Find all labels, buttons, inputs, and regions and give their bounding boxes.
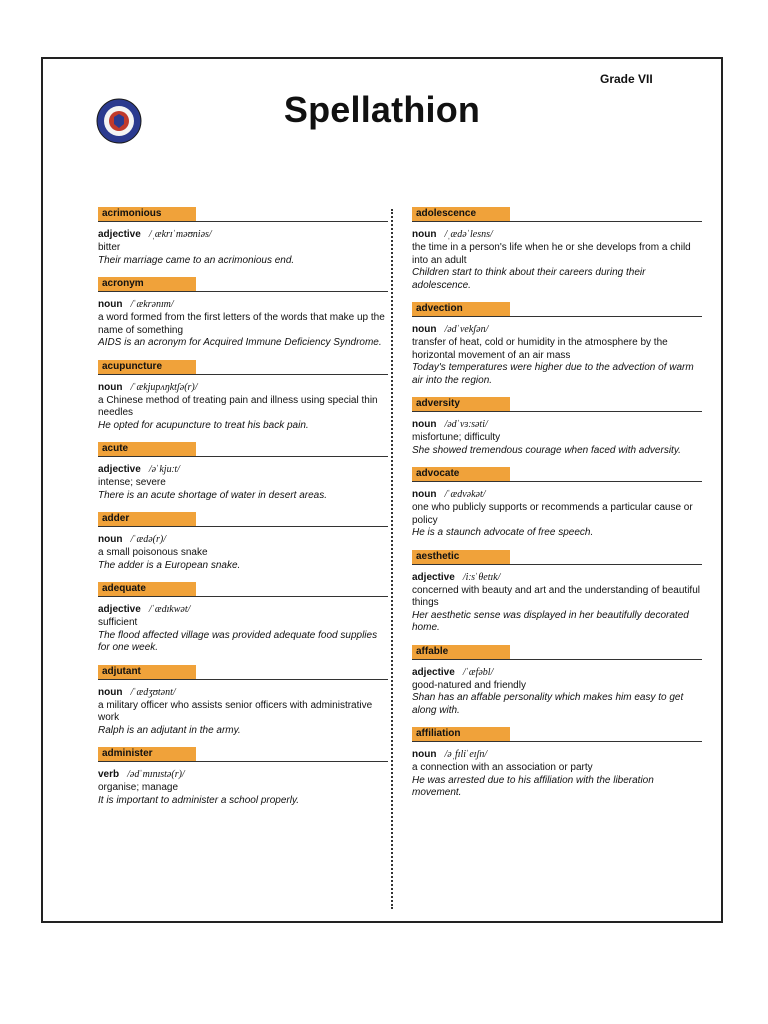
pronunciation: /ˈædɪkwət/ — [148, 604, 191, 615]
entry-word: administer — [98, 747, 196, 761]
example-sentence: Ralph is an adjutant in the army. — [98, 724, 241, 736]
example-sentence: AIDS is an acronym for Acquired Immune Deficiency Syndrome. — [98, 337, 382, 348]
pronunciation: /ˈækrənɪm/ — [130, 299, 174, 310]
left-column — [98, 207, 388, 817]
entry — [98, 512, 388, 572]
entry-word: advocate — [412, 467, 510, 481]
entry — [412, 207, 702, 292]
part-of-speech: noun — [412, 324, 437, 335]
entry-word: affiliation — [412, 727, 510, 741]
pronunciation: /ˌækrɪˈməʊniəs/ — [148, 229, 212, 240]
pronunciation: /iːsˈθetɪk/ — [462, 571, 501, 583]
definition: transfer of heat, cold or humidity in the atmosphere by the horizontal movement of an air mass — [412, 337, 668, 361]
pronunciation: /ˈædvəkət/ — [444, 489, 486, 500]
definition: intense; severe — [98, 477, 166, 488]
entry — [98, 360, 388, 433]
pronunciation: /ˈædʒʊtənt/ — [130, 686, 176, 698]
example-sentence: He was arrested due to his affiliation with the liberation movement. — [412, 774, 654, 798]
definition: a Chinese method of treating pain and illness using special thin needles — [98, 394, 378, 418]
entry — [412, 645, 702, 718]
example-sentence: Shan has an affable personality which makes him easy to get along with. — [412, 692, 684, 716]
entry-word: adolescence — [412, 207, 510, 221]
pronunciation: /ədˈmɪnɪstə(r)/ — [127, 769, 185, 780]
part-of-speech: verb — [98, 769, 120, 780]
pronunciation: /ədˈvɜːsəti/ — [444, 419, 488, 430]
example-sentence: Their marriage came to an acrimonious end. — [98, 254, 295, 266]
entry-word: adequate — [98, 582, 196, 596]
example-sentence: There is an acute shortage of water in desert areas. — [98, 489, 328, 501]
definition: sufficient — [98, 617, 138, 628]
entry-word: acute — [98, 442, 196, 456]
pronunciation: /ˌædəˈlesns/ — [444, 229, 493, 240]
definition: one who publicly supports or recommends a particular cause or policy — [412, 502, 693, 526]
worksheet-page — [41, 57, 723, 923]
part-of-speech: noun — [98, 686, 123, 698]
pronunciation: /ˈædə(r)/ — [130, 534, 166, 545]
definition: organise; manage — [98, 782, 179, 793]
part-of-speech: noun — [412, 489, 437, 500]
pronunciation: /ˈæfəbl/ — [462, 666, 494, 678]
definition: a word formed from the first letters of the words that make up the name of something — [98, 312, 385, 336]
grade-label: Grade VII — [600, 72, 653, 86]
entry-word: adder — [98, 512, 196, 526]
entry — [412, 302, 702, 387]
part-of-speech: noun — [98, 534, 123, 545]
entry-word: affable — [412, 645, 510, 659]
definition: good-natured and friendly — [412, 679, 526, 691]
example-sentence: The adder is a European snake. — [98, 559, 241, 571]
entry-word: acupuncture — [98, 360, 196, 374]
right-column — [412, 207, 702, 810]
definition: concerned with beauty and art and the understanding of beautiful things — [412, 584, 700, 608]
entry — [98, 442, 388, 502]
entry — [98, 747, 388, 807]
pronunciation: /ədˈvekʃən/ — [444, 324, 489, 335]
example-sentence: The flood affected village was provided adequate food supplies for one week. — [98, 629, 378, 653]
entry — [98, 665, 388, 738]
pronunciation: /ˈækjupʌŋktʃə(r)/ — [130, 381, 198, 393]
definition: the time in a person's life when he or she develops from a child into an adult — [412, 242, 691, 266]
part-of-speech: noun — [412, 229, 437, 240]
column-divider — [391, 209, 393, 909]
example-sentence: She showed tremendous courage when faced with adversity. — [412, 444, 681, 456]
example-sentence: He opted for acupuncture to treat his back pain. — [98, 419, 309, 431]
pronunciation: /əˌfɪliˈeɪʃn/ — [444, 749, 488, 760]
definition: a small poisonous snake — [98, 547, 208, 558]
entry — [98, 277, 388, 350]
definition: a military officer who assists senior officers with administrative work — [98, 699, 373, 723]
part-of-speech: adjective — [98, 604, 141, 615]
entry — [412, 550, 702, 635]
example-sentence: Children start to think about their careers during their adolescence. — [412, 267, 646, 291]
entry — [98, 582, 388, 655]
entry — [412, 397, 702, 457]
entry-word: adversity — [412, 397, 510, 411]
part-of-speech: noun — [98, 381, 123, 393]
pronunciation: /əˈkjuːt/ — [148, 464, 180, 475]
part-of-speech: adjective — [98, 464, 141, 475]
entry-word: acrimonious — [98, 207, 196, 221]
page-title: Spellathion — [283, 89, 481, 130]
part-of-speech: noun — [412, 419, 437, 430]
definition: a connection with an association or party — [412, 762, 593, 773]
example-sentence: It is important to administer a school properly. — [98, 794, 300, 806]
example-sentence: He is a staunch advocate of free speech. — [412, 527, 594, 538]
example-sentence: Her aesthetic sense was displayed in her beautifully decorated home. — [412, 609, 689, 633]
entry — [98, 207, 388, 267]
part-of-speech: noun — [98, 299, 123, 310]
example-sentence: Today's temperatures were higher due to the advection of warm air into the region. — [412, 362, 694, 386]
entry — [412, 727, 702, 800]
entry-word: adjutant — [98, 665, 196, 679]
part-of-speech: adjective — [412, 571, 455, 583]
entry-word: acronym — [98, 277, 196, 291]
part-of-speech: noun — [412, 749, 437, 760]
part-of-speech: adjective — [412, 666, 455, 678]
entry-word: advection — [412, 302, 510, 316]
entry — [412, 467, 702, 540]
part-of-speech: adjective — [98, 229, 141, 240]
entry-word: aesthetic — [412, 550, 510, 564]
definition: bitter — [98, 242, 121, 253]
definition: misfortune; difficulty — [412, 432, 501, 443]
